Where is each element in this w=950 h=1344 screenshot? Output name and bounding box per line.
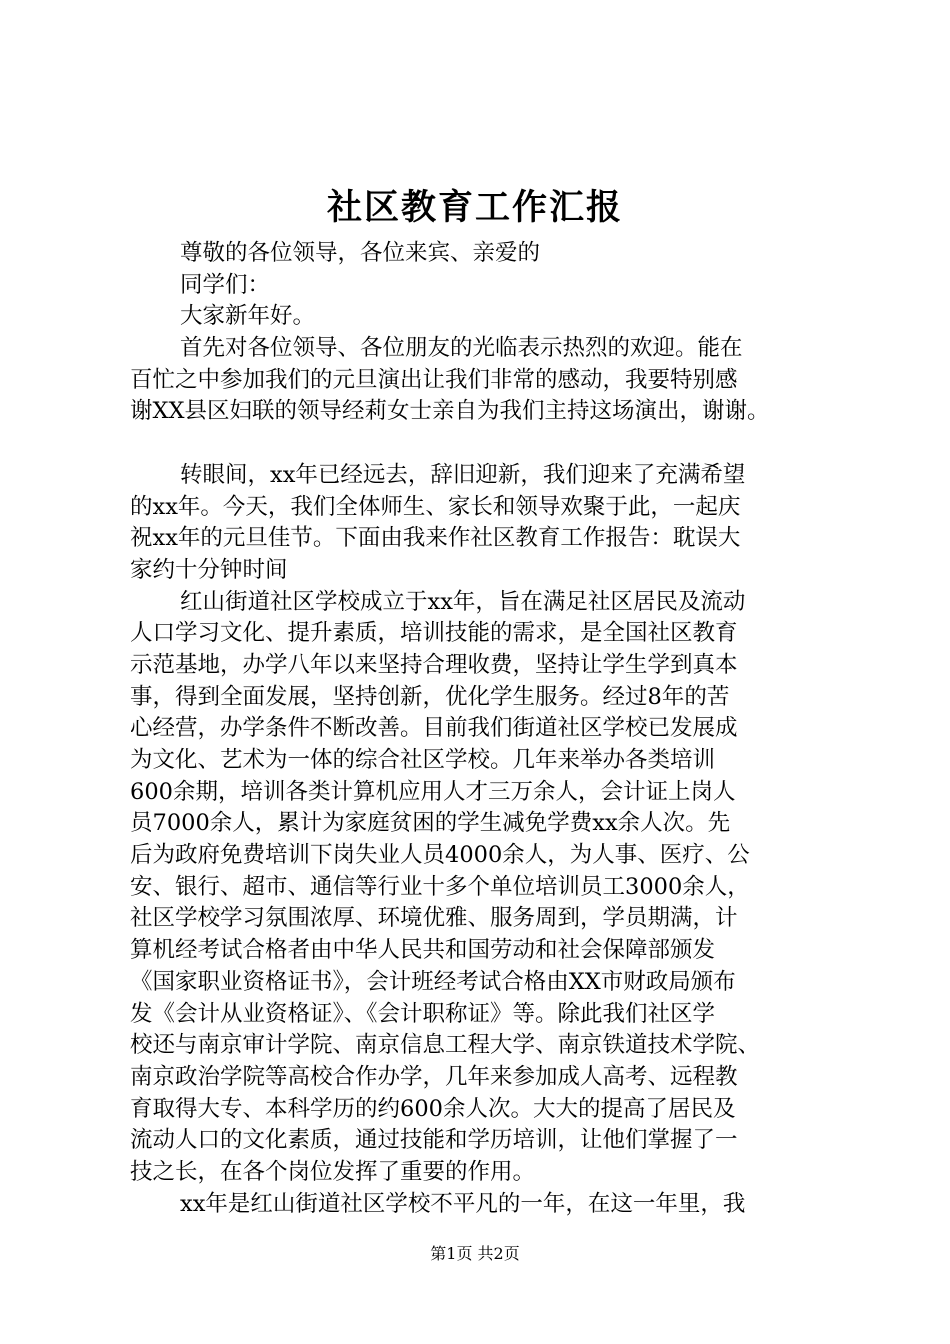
page-footer: 第1页 共2页 [430,1244,520,1263]
text-line: 《国家职业资格证书》，会计班经考试合格由XX市财政局颁布 [130,968,736,995]
text-line: 校还与南京审计学院、南京信息工程大学、南京铁道技术学院、 [130,1032,761,1059]
blank-line [130,428,830,460]
text-line: 后为政府免费培训下岗失业人员4000余人，为人事、医疗、公 [130,842,750,869]
text-line: 祝xx年的元旦佳节。下面由我来作社区教育工作报告：耽误大 [130,525,741,552]
document-body [130,238,830,1220]
text-line: 为文化、艺术为一体的综合社区学校。几年来举办各类培训 [130,747,716,773]
text-line: 流动人口的文化素质，通过技能和学历培训，让他们掌握了一 [130,1127,738,1154]
text-line: 安、银行、超市、通信等行业十多个单位培训员工3000余人， [130,873,750,900]
text-line: 示范基地，办学八年以来坚持合理收费，坚持让学生学到真本 [130,651,738,678]
text-line: 员7000余人，累计为家庭贫困的学生减免学费xx余人次。先 [130,810,731,837]
text-line: 红山街道社区学校成立于xx年，旨在满足社区居民及流动 [180,588,746,615]
text-line: 600余期，培训各类计算机应用人才三万余人，会计证上岗人 [130,778,736,805]
text-line: 家约十分钟时间 [130,556,288,583]
text-line: 算机经考试合格者由中华人民共和国劳动和社会保障部颁发 [130,937,716,964]
text-line: 育取得大专、本科学历的约600余人次。大大的提高了居民及 [130,1095,736,1122]
text-line: 转眼间，xx年已经远去，辞旧迎新，我们迎来了充满希望 [180,461,746,488]
text-line: 事，得到全面发展，坚持创新，优化学生服务。经过8年的苦 [130,683,730,710]
text-line: 人口学习文化、提升素质，培训技能的需求，是全国社区教育 [130,620,738,647]
text-line: 大家新年好。 [180,303,316,330]
text-line: 首先对各位领导、各位朋友的光临表示热烈的欢迎。能在 [180,335,743,362]
text-line: 社区学校学习氛围浓厚、环境优雅、服务周到，学员期满，计 [130,905,738,932]
text-line: 发《会计从业资格证》、《会计职称证》等。除此我们社区学 [130,1000,716,1027]
document-title: 社区教育工作汇报 [326,187,623,228]
text-line: 谢XX县区妇联的领导经莉女士亲自为我们主持这场演出，谢谢。 [130,398,770,425]
text-line: 南京政治学院等高校合作办学，几年来参加成人高考、远程教 [130,1063,738,1090]
text-line: 的xx年。今天，我们全体师生、家长和领导欢聚于此，一起庆 [130,493,741,520]
text-line: xx年是红山街道社区学校不平凡的一年，在这一年里，我 [180,1190,746,1217]
text-line: 心经营，办学条件不断改善。目前我们街道社区学校已发展成 [130,715,738,742]
text-line: 同学们： [180,271,271,298]
text-line: 尊敬的各位领导，各位来宾、亲爱的 [180,240,541,266]
text-line: 百忙之中参加我们的元旦演出让我们非常的感动，我要特别感 [130,366,738,393]
text-line: 技之长，在各个岗位发挥了重要的作用。 [130,1158,536,1185]
